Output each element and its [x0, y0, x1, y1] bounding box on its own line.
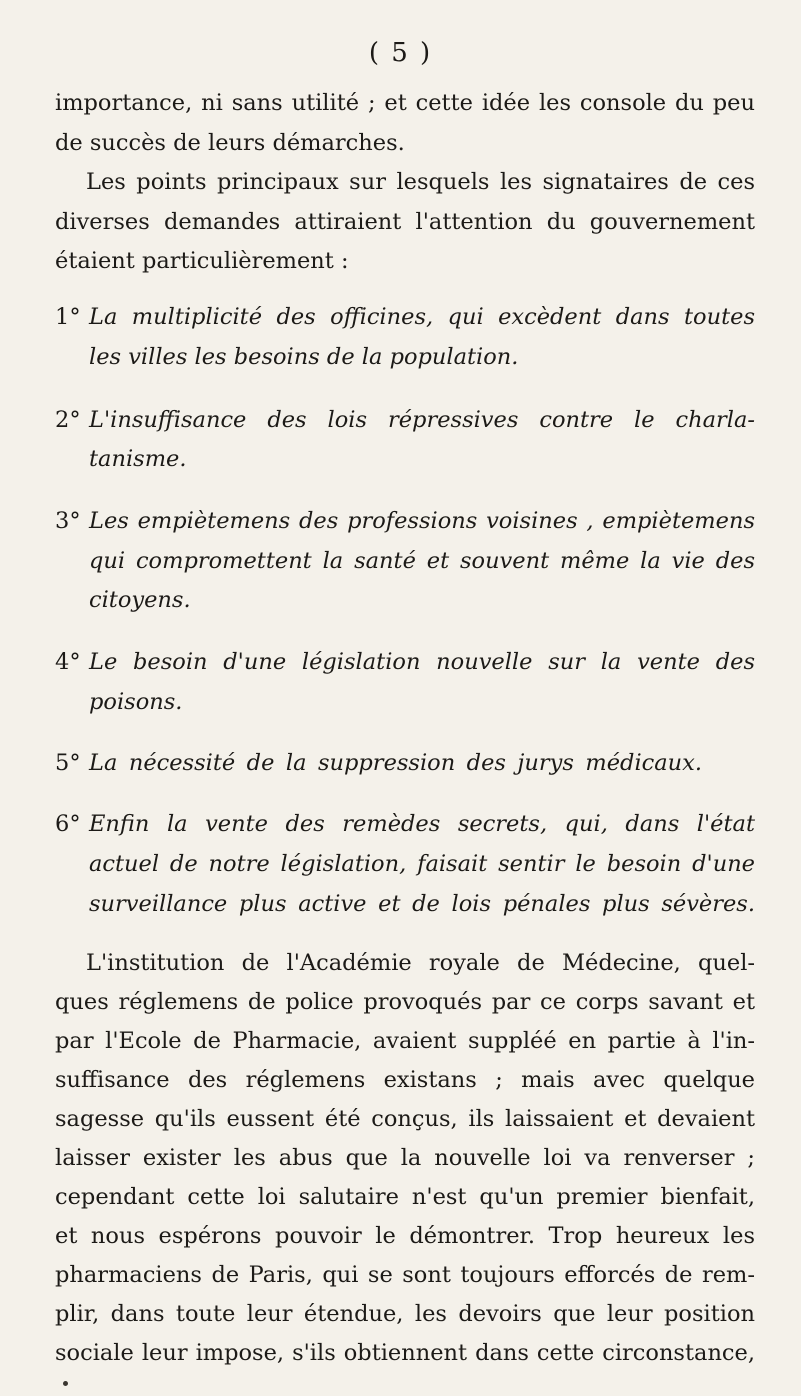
final-line: sagesse qu'ils eussent été conçus, ils laissaient et devaient	[55, 1106, 755, 1132]
final-line: laisser exister les abus que la nouvelle loi va renverser ;	[55, 1145, 755, 1171]
point-line: actuel de notre législation, faisait sentir le besoin d'une	[89, 851, 755, 877]
point-line: qui compromettent la santé et souvent même la vie des	[89, 548, 755, 574]
point-number: 3°	[55, 508, 81, 534]
final-line: cependant cette loi salutaire n'est qu'un premier bienfait,	[55, 1184, 755, 1210]
intro-line: importance, ni sans utilité ; et cette idée les console du peu	[55, 90, 755, 116]
final-line: pharmaciens de Paris, qui se sont toujours efforcés de rem-	[55, 1262, 755, 1288]
intro-line: étaient particulièrement :	[55, 248, 349, 274]
intro-line: diverses demandes attiraient l'attention du gouvernement	[55, 209, 755, 235]
ink-speck	[63, 1381, 68, 1386]
final-line: par l'Ecole de Pharmacie, avaient suppléé en partie à l'in-	[55, 1028, 755, 1054]
final-line: sociale leur impose, s'ils obtiennent dans cette circonstance,	[55, 1340, 755, 1366]
point-number: 2°	[55, 407, 81, 433]
point-line: La multiplicité des officines, qui excèdent dans toutes	[89, 304, 755, 330]
final-line: suffisance des réglemens existans ; mais avec quelque	[55, 1067, 755, 1093]
final-line: L'institution de l'Académie royale de Médecine, quel-	[86, 950, 755, 976]
point-line: poisons.	[89, 689, 183, 715]
point-line: L'insuffisance des lois répressives contre le charla-	[89, 407, 755, 433]
point-line: La nécessité de la suppression des jurys médicaux.	[89, 750, 702, 776]
point-line: citoyens.	[89, 587, 191, 613]
point-number: 4°	[55, 649, 81, 675]
point-line: surveillance plus active et de lois pénales plus sévères.	[89, 891, 755, 917]
point-line: Les empiètemens des professions voisines , empiètemens	[89, 508, 755, 534]
point-number: 6°	[55, 811, 81, 837]
final-line: plir, dans toute leur étendue, les devoirs que leur position	[55, 1301, 755, 1327]
final-line: et nous espérons pouvoir le démontrer. Trop heureux les	[55, 1223, 755, 1249]
final-line: ques réglemens de police provoqués par ce corps savant et	[55, 989, 755, 1015]
point-line: Enfin la vente des remèdes secrets, qui, dans l'état	[89, 811, 755, 837]
point-number: 5°	[55, 750, 81, 776]
page-number: ( 5 )	[368, 38, 433, 68]
intro-line: Les points principaux sur lesquels les signataires de ces	[86, 169, 755, 195]
point-number: 1°	[55, 304, 81, 330]
intro-line: de succès de leurs démarches.	[55, 130, 405, 156]
point-line: Le besoin d'une législation nouvelle sur la vente des	[89, 649, 755, 675]
point-line: les villes les besoins de la population.	[89, 344, 519, 370]
point-line: tanisme.	[89, 446, 187, 472]
